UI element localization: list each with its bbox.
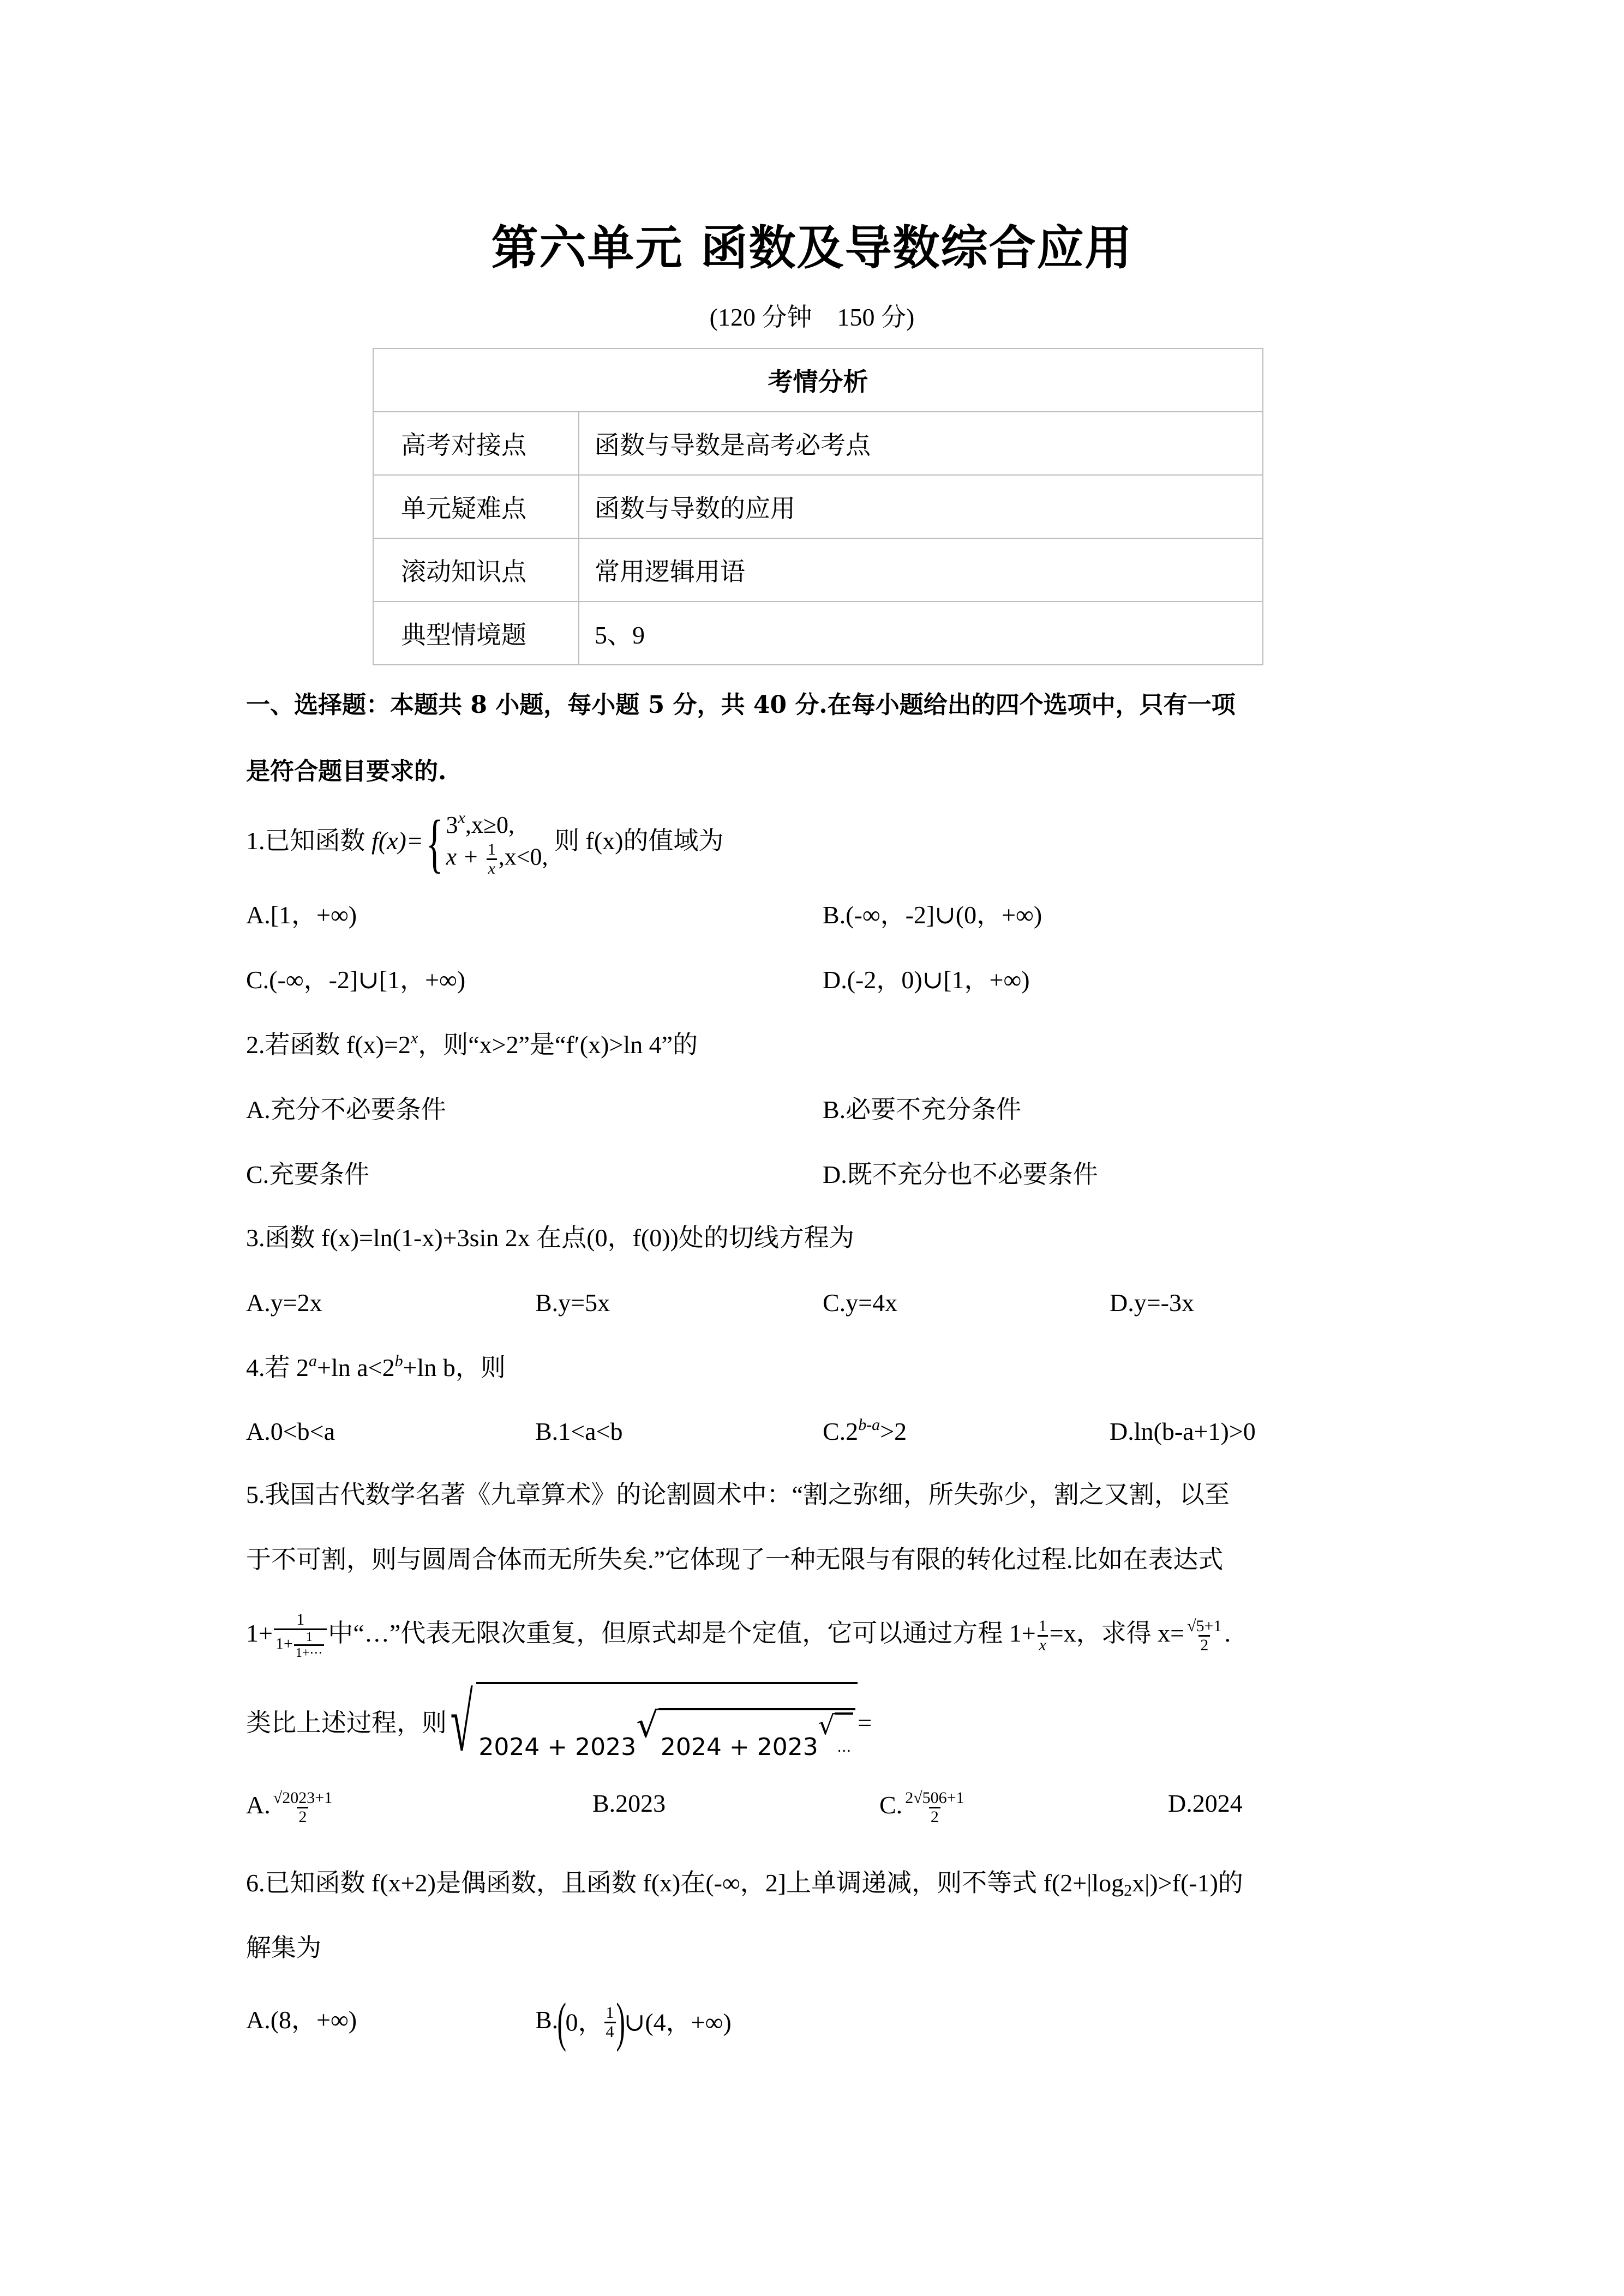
table-row [373, 538, 1263, 602]
right-paren-icon: ) [615, 1992, 625, 2053]
question-5-line1: 5.我国古代数学名著《九章算术》的论割圆术中：“割之弥细，所失弥少，割之又割，以至 [246, 1481, 1230, 1508]
fraction-denominator: 2 [1198, 1635, 1210, 1654]
q1-case1-exp: x [458, 808, 465, 827]
q1-prefix: 1.已知函数 [246, 827, 371, 855]
q2-exponent: x [410, 1029, 418, 1047]
q5-option-a[interactable] [246, 1775, 335, 1835]
q4-option-d[interactable]: D.ln(b-a+1)>0 [1110, 1417, 1256, 1445]
q1-case2-cond: ,x<0, [498, 843, 548, 870]
radical-icon: √ [636, 1705, 658, 1746]
q1-option-c[interactable]: C.(-∞，-2]∪[1，+∞) [246, 966, 466, 994]
q1-option-a[interactable]: A.[1，+∞) [246, 901, 357, 929]
fraction-denominator: 2 [929, 1807, 940, 1826]
q5-line3-text-c: =x，求得 x= [1049, 1619, 1185, 1647]
q5-equation-fraction [1037, 1618, 1048, 1654]
question-2 [246, 1029, 698, 1061]
q5-equals: = [858, 1709, 872, 1737]
nested-term-inner: 2024 + 2023 [660, 1733, 818, 1762]
question-6-line1 [246, 1867, 1243, 1900]
q4-c-rest: >2 [880, 1417, 907, 1445]
fraction-denominator: 4 [604, 2022, 616, 2041]
fraction-numerator: 1 [487, 840, 496, 858]
fraction-numerator: √5+1 [1187, 1616, 1222, 1635]
fraction-denominator [274, 1628, 327, 1660]
q5-inner-fraction [294, 1630, 325, 1660]
left-brace-icon: { [426, 807, 444, 880]
table-value: 函数与导数的应用 [579, 475, 1263, 538]
question-5-line4 [246, 1678, 872, 1769]
q1-case1-cond: ,x≥0, [465, 811, 514, 838]
q5-nested-radical [447, 1678, 858, 1769]
q1-option-d[interactable]: D.(-2，0)∪[1，+∞) [823, 966, 1030, 994]
q4-exp-a: a [309, 1352, 317, 1370]
q4-option-b[interactable]: B.1<a<b [535, 1417, 623, 1445]
q5-cf-prefix: 1+ [246, 1619, 273, 1647]
option-label: B. [535, 2006, 559, 2034]
fraction-numerator: 1 [296, 1610, 305, 1629]
question-4 [246, 1351, 506, 1384]
left-paren-icon: ( [557, 1992, 567, 2053]
radical-icon: √ [450, 1678, 473, 1769]
table-row [373, 412, 1263, 475]
q4-t2: +ln a<2 [317, 1354, 395, 1381]
table-row [373, 602, 1263, 665]
section-heading-line2: 是符合题目要求的. [246, 758, 447, 785]
innermost-radical [818, 1712, 854, 1764]
radical-body [658, 1708, 855, 1764]
q1-case2 [446, 841, 548, 877]
fraction-numerator: 1 [1038, 1616, 1047, 1635]
question-6-line2: 解集为 [246, 1934, 321, 1962]
q2-option-b[interactable]: B.必要不充分条件 [823, 1096, 1022, 1123]
table-key: 滚动知识点 [373, 538, 579, 602]
question-5-line2: 于不可割，则与圆周合体而无所失矣.”它体现了一种无限与有限的转化过程.比如在表达式 [246, 1546, 1224, 1573]
q6-text-b: x|)>f(-1)的 [1132, 1869, 1243, 1897]
q4-option-c[interactable] [823, 1415, 907, 1448]
analysis-table [373, 348, 1263, 665]
q3-option-d[interactable]: D.y=-3x [1110, 1289, 1194, 1317]
cf-denominator-prefix: 1+ [275, 1634, 293, 1653]
fraction-numerator: 1 [606, 2003, 614, 2022]
q4-t3: +ln b，则 [403, 1354, 506, 1381]
q1-fx: f(x)= [371, 827, 423, 855]
q6-b-rest: ∪(4，+∞) [624, 2008, 732, 2036]
table-value: 函数与导数是高考必考点 [579, 412, 1263, 475]
fraction-denominator: 1+⋯ [294, 1644, 325, 1660]
section-heading-line1: 一、选择题：本题共 8 小题，每小题 5 分，共 40 分.在每小题给出的四个选项中，只有一项 [246, 691, 1236, 719]
fraction-numerator: 2√506+1 [905, 1788, 964, 1807]
q2-option-d[interactable]: D.既不充分也不必要条件 [823, 1161, 1098, 1188]
q5-option-b[interactable]: B.2023 [592, 1789, 666, 1817]
q4-option-a[interactable]: A.0<b<a [246, 1417, 335, 1445]
nested-term-outer: 2024 + 2023 [478, 1733, 637, 1762]
q5-line4-text: 类比上述过程，则 [246, 1709, 447, 1737]
radical-icon: √ [818, 1710, 835, 1741]
q2-text-b: ，则“x>2”是“f′(x)>ln 4”的 [418, 1031, 698, 1059]
q1-case1-base: 3 [446, 811, 458, 838]
q4-c-exp: b-a [858, 1416, 880, 1434]
q5-line3-text: 中“…”代表无限次重复，但原式却是个定值，它可以通过方程 1+ [328, 1619, 1036, 1647]
table-key: 单元疑难点 [373, 475, 579, 538]
table-row [373, 475, 1263, 538]
q3-option-c[interactable]: C.y=4x [823, 1289, 898, 1317]
q6-text-a: 6.已知函数 f(x+2)是偶函数，且函数 f(x)在(-∞，2]上单调递减，则不等式 f(2+|log [246, 1869, 1124, 1897]
q5-continued-fraction [274, 1611, 327, 1660]
q4-c-base: C.2 [823, 1417, 859, 1445]
table-value: 常用逻辑用语 [579, 538, 1263, 602]
q3-option-a[interactable]: A.y=2x [246, 1289, 322, 1317]
table-key: 高考对接点 [373, 412, 579, 475]
fraction-numerator: 1 [305, 1630, 313, 1645]
fraction-denominator: 2 [297, 1807, 308, 1826]
q5-option-c[interactable] [879, 1775, 967, 1835]
q6-option-b[interactable] [535, 1987, 732, 2055]
question-3: 3.函数 f(x)=ln(1-x)+3sin 2x 在点(0，f(0))处的切线方程为 [246, 1224, 854, 1252]
q1-suffix: 则 f(x)的值域为 [548, 827, 724, 855]
table-key: 典型情境题 [373, 602, 579, 665]
q1-case2-fraction [486, 841, 498, 877]
option-label: A. [246, 1791, 271, 1819]
page-title: 第六单元 函数及导数综合应用 [491, 220, 1133, 275]
q4-t1: 4.若 2 [246, 1354, 309, 1381]
q6-option-a[interactable]: A.(8，+∞) [246, 2006, 357, 2034]
q5-option-d[interactable]: D.2024 [1168, 1789, 1243, 1817]
exam-duration-score: (120 分钟 150 分) [709, 303, 915, 331]
q5-c-fraction [903, 1789, 966, 1826]
q2-text-a: 2.若函数 f(x)=2 [246, 1031, 411, 1059]
radical-body [476, 1682, 858, 1764]
q2-option-a[interactable]: A.充分不必要条件 [246, 1096, 446, 1123]
q1-option-b[interactable]: B.(-∞，-2]∪(0，+∞) [823, 901, 1042, 929]
table-value: 5、9 [579, 602, 1263, 665]
inner-radical [636, 1705, 855, 1764]
q4-exp-b: b [394, 1352, 403, 1370]
question-5-line3 [246, 1601, 1231, 1666]
q1-piecewise [423, 807, 548, 880]
q5-a-fraction [272, 1789, 334, 1826]
nested-dots: … [835, 1712, 853, 1764]
q5-solution-fraction [1185, 1618, 1223, 1654]
q6-log-base: 2 [1124, 1882, 1132, 1900]
q6-b-fraction [604, 2004, 616, 2041]
analysis-table-heading: 考情分析 [373, 348, 1263, 412]
fraction-denominator: x [1038, 1635, 1048, 1654]
q1-case1 [446, 809, 548, 841]
fraction-numerator: √2023+1 [273, 1788, 333, 1807]
q5-line3-end: . [1224, 1619, 1231, 1647]
q6-b-zero: 0， [565, 2008, 603, 2036]
q2-option-c[interactable]: C.充要条件 [246, 1161, 370, 1188]
fraction-denominator: x [487, 858, 497, 877]
question-1 [246, 797, 724, 885]
option-label: C. [879, 1791, 903, 1819]
q1-case2-x: x + [446, 843, 485, 870]
q3-option-b[interactable]: B.y=5x [535, 1289, 610, 1317]
